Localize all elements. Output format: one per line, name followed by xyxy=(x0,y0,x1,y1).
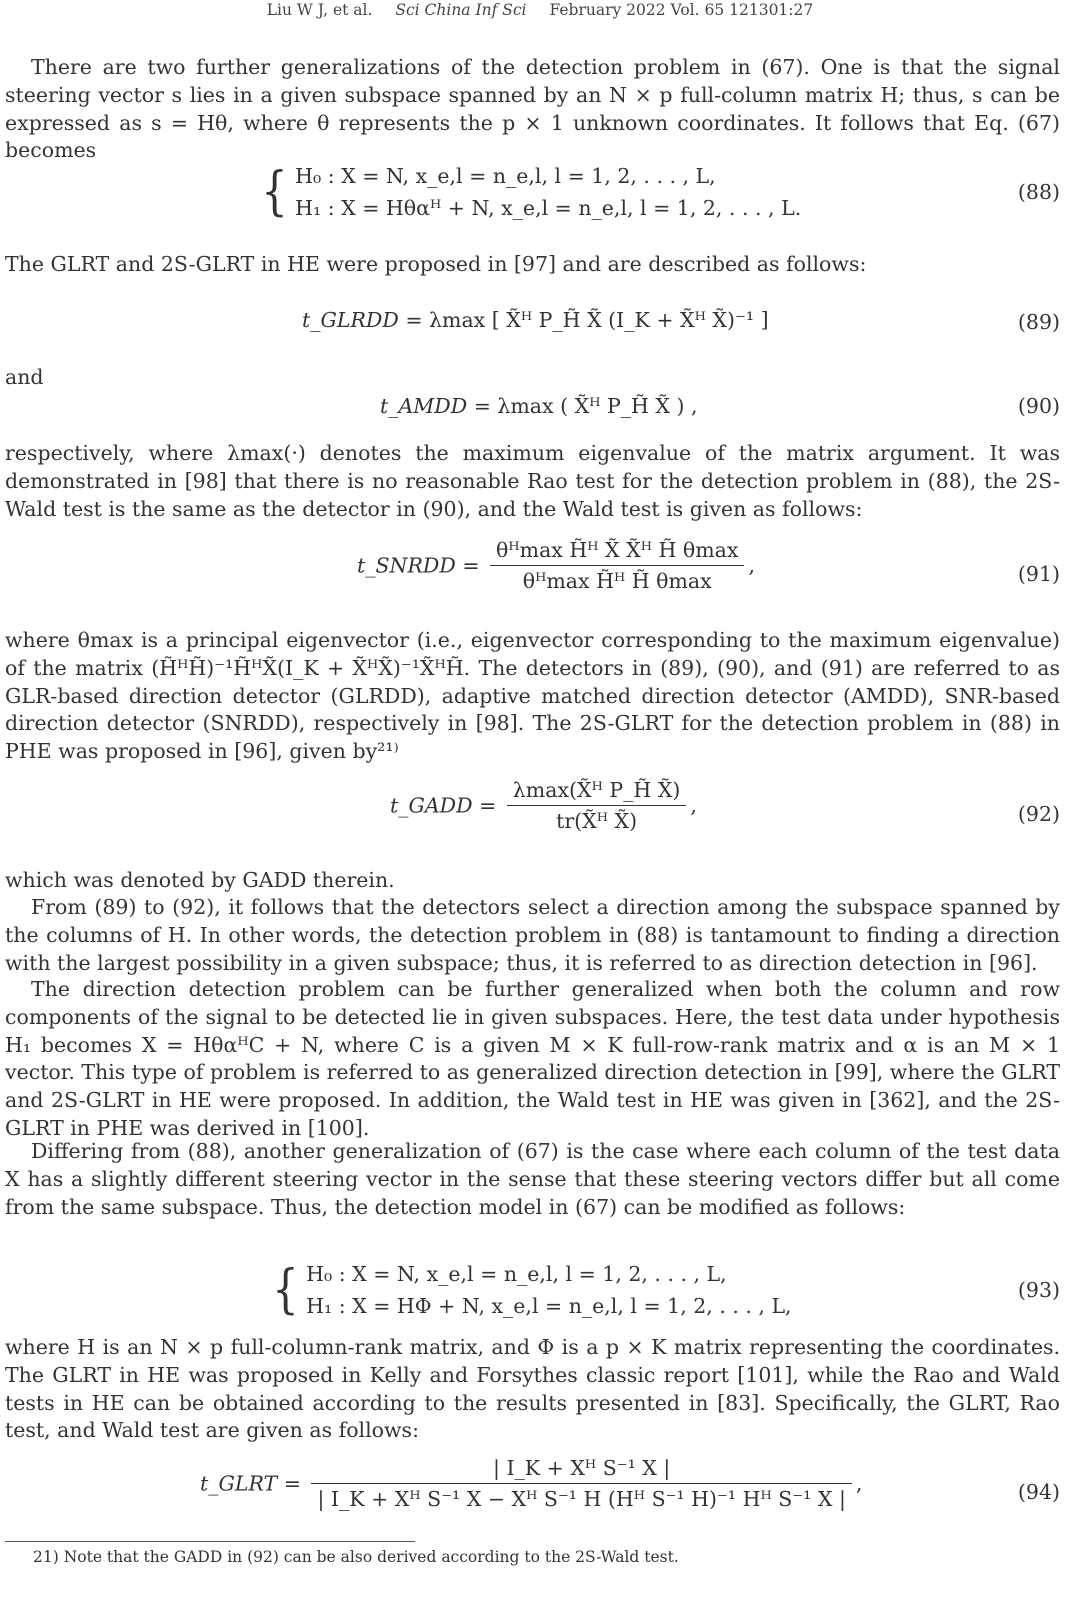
equation-91-tail: , xyxy=(748,553,755,578)
equation-90-lhs: t_AMDD xyxy=(380,394,468,418)
equation-93-number: (93) xyxy=(1017,1278,1060,1302)
header-authors: Liu W J, et al. xyxy=(266,1,373,19)
equation-90 xyxy=(5,388,1060,428)
equation-94 xyxy=(5,1456,1060,1536)
paragraph-rao-wald: respectively, where λmax(·) denotes the maximum eigenvalue of the matrix argument. It was demonstrated in [98] that there is no reasonable Rao test for the detection problem in (88), the 2S-Wald test is the same as the detector in (90), and the Wald test is given as follows: xyxy=(5,441,1060,521)
equation-91-body xyxy=(357,538,755,593)
equation-94-body xyxy=(200,1456,862,1511)
equation-92-number: (92) xyxy=(1017,802,1060,826)
equation-88-line-h0: H₀ : X = N, x_e,l = n_e,l, l = 1, 2, . . . , L, xyxy=(295,164,716,188)
equation-89-body xyxy=(302,308,769,332)
equation-92-numerator: λmax(X̃ᴴ P_H̃ X̃) xyxy=(512,778,681,802)
paragraph-kelly: where H is an N × p full-column-rank matrix, and Φ is a p × K matrix representing the coordinates. The GLRT in HE was proposed in Kelly and Forsythes classic report [101], while the Rao and Wald tests in HE can be obtained according to the results presented in [83]. Specifically, the GLRT, Rao test, and Wald test are given as follows: xyxy=(5,1335,1060,1443)
equation-91-fraction xyxy=(490,538,744,593)
equation-91 xyxy=(5,538,1060,614)
running-header xyxy=(0,0,1080,26)
header-issue: February 2022 Vol. 65 121301:27 xyxy=(549,1,814,19)
header-journal: Sci China Inf Sci xyxy=(395,1,527,19)
equation-92-tail: , xyxy=(690,793,697,818)
equation-89-lhs: t_GLRDD xyxy=(302,308,399,332)
equation-91-lhs: t_SNRDD xyxy=(357,553,456,578)
equation-88-number: (88) xyxy=(1017,180,1060,204)
paragraph-generalized-direction: The direction detection problem can be further generalized when both the column and row components of the signal to be detected lie in given subspaces. Here, the test data under hypothesis H₁ becomes X = HθαᴴC + N, where C is a given M × K full-row-rank matrix and α is an M × 1 vector. This type of problem is referred to as generalized direction detection in [99], where the GLRT and 2S-GLRT in HE were proposed. In addition, the Wald test in HE was given in [362], and the 2S-GLRT in PHE was derived in [100]. xyxy=(5,977,1060,1140)
equation-90-number: (90) xyxy=(1017,394,1060,418)
equation-89-number: (89) xyxy=(1017,310,1060,334)
equation-91-denominator: θᴴmax H̃ᴴ H̃ θmax xyxy=(490,565,744,593)
equation-91-number: (91) xyxy=(1017,562,1060,586)
equation-92-eqsign: = xyxy=(479,793,497,818)
equation-93 xyxy=(5,1258,1060,1326)
equation-94-tail: , xyxy=(855,1471,863,1496)
equation-94-number: (94) xyxy=(1017,1480,1060,1504)
paragraph-differing: Differing from (88), another generalization of (67) is the case where each column of the test data X has a slightly different steering vector in the sense that these steering vectors differ but all come from the same subspace. Thus, the detection model in (67) can be modified as follows: xyxy=(5,1139,1060,1219)
paragraph-direction-detection: From (89) to (92), it follows that the detectors select a direction among the subspace spanned by the columns of H. In other words, the detection problem in (88) is tantamount to finding a direction with the largest possibility in a given subspace; thus, it is referred to as direction detection in [96]. xyxy=(5,895,1060,975)
footnote-21: 21) Note that the GADD in (92) can be also derived according to the 2S-Wald test. xyxy=(33,1548,679,1566)
paragraph-and: and xyxy=(5,365,44,389)
equation-92-fraction xyxy=(507,778,687,833)
equation-94-denominator: | I_K + Xᴴ S⁻¹ X − Xᴴ S⁻¹ H (Hᴴ S⁻¹ H)⁻¹ Hᴴ S⁻¹ X | xyxy=(311,1483,851,1511)
paragraph-glrt-intro: The GLRT and 2S-GLRT in HE were proposed in [97] and are described as follows: xyxy=(5,252,867,276)
equation-94-eqsign: = xyxy=(283,1471,301,1496)
equation-89 xyxy=(5,302,1060,346)
equation-88-line-h1: H₁ : X = Hθαᴴ + N, x_e,l = n_e,l, l = 1, 2, . . . , L. xyxy=(295,196,802,220)
equation-94-numerator: | I_K + Xᴴ S⁻¹ X | xyxy=(493,1456,671,1480)
paragraph-theta-max: where θmax is a principal eigenvector (i.e., eigenvector corresponding to the maximum eigenvalue) of the matrix (H̃ᴴH̃)⁻¹H̃ᴴX̃(I_K + X̃ᴴX̃)⁻¹X̃ᴴH̃. The detectors in (89), (90), and (91) are referred to as GLR-based direction detector (GLRDD), adaptive matched direction detector (AMDD), SNR-based direction detector (SNRDD), respectively in [98]. The 2S-GLRT for the detection problem in (88) in PHE was proposed in [96], given by²¹⁾ xyxy=(5,628,1060,764)
equation-92-body xyxy=(390,778,697,833)
equation-88 xyxy=(5,160,1060,228)
equation-93-body xyxy=(269,1258,792,1322)
equation-89-rhs: = λmax [ X̃ᴴ P_H̃ X̃ (I_K + X̃ᴴ X̃)⁻¹ ] xyxy=(405,308,769,332)
left-brace: { xyxy=(272,1260,299,1320)
equation-94-lhs: t_GLRT xyxy=(200,1471,278,1496)
equation-90-body xyxy=(380,394,698,418)
equation-90-rhs: = λmax ( X̃ᴴ P_H̃ X̃ ) , xyxy=(473,394,698,418)
equation-91-eqsign: = xyxy=(462,553,480,578)
equation-92 xyxy=(5,778,1060,854)
footnote-divider xyxy=(5,1541,415,1542)
equation-91-numerator: θᴴmax H̃ᴴ X̃ X̃ᴴ H̃ θmax xyxy=(496,538,739,562)
equation-92-lhs: t_GADD xyxy=(390,793,473,818)
paragraph-generalizations: There are two further generalizations of the detection problem in (67). One is that the signal steering vector s lies in a given subspace spanned by an N × p full-column matrix H; thus, s can be expressed as s = Hθ, where θ represents the p × 1 unknown coordinates. It follows that Eq. (67) becomes xyxy=(5,55,1060,163)
left-brace: { xyxy=(261,162,288,222)
paragraph-gadd: which was denoted by GADD therein. xyxy=(5,868,395,892)
equation-94-fraction xyxy=(311,1456,851,1511)
equation-92-denominator: tr(X̃ᴴ X̃) xyxy=(507,805,687,833)
equation-93-line-h0: H₀ : X = N, x_e,l = n_e,l, l = 1, 2, . . . , L, xyxy=(306,1262,727,1286)
equation-93-line-h1: H₁ : X = HΦ + N, x_e,l = n_e,l, l = 1, 2, . . . , L, xyxy=(306,1294,792,1318)
equation-88-body xyxy=(258,160,801,224)
